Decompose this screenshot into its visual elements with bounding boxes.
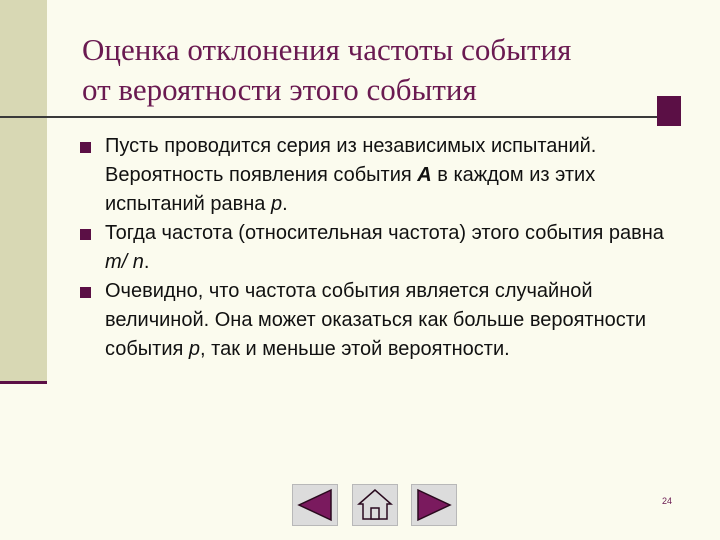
event-symbol: А	[417, 164, 432, 186]
slide-title	[82, 30, 662, 110]
bullet-2-text-2: .	[143, 251, 150, 273]
next-slide-button[interactable]	[411, 484, 457, 526]
triangle-right-icon	[412, 485, 456, 525]
bullet-1-text: Пусть проводится серия из независимых испытаний. Вероятность появления события	[105, 135, 597, 186]
square-bullet-icon	[80, 142, 91, 153]
bullet-3-text: Очевидно, что частота события является случайной величиной. Она может оказаться как больше вероятности события	[105, 280, 647, 360]
bullet-2-text: Тогда частота (относительная частота) этого события равна	[105, 222, 664, 244]
left-decor-bar	[0, 0, 47, 383]
previous-slide-button[interactable]	[292, 484, 338, 526]
title-underline	[0, 116, 680, 118]
bullet-1-text-2: в каждом из этих испытаний равна	[105, 164, 596, 215]
triangle-left-icon	[293, 485, 337, 525]
bullet-3-text-2: , так и меньше этой вероятности.	[200, 338, 510, 360]
bullet-item-2	[80, 219, 670, 277]
square-bullet-icon	[80, 287, 91, 298]
bullet-item-1	[80, 132, 670, 219]
frequency-formula: m/ n	[105, 251, 144, 273]
house-icon	[353, 485, 397, 525]
slide-title-line-1: Оценка отклонения частоты события	[82, 32, 572, 67]
left-decor-rule	[0, 381, 47, 384]
bullet-list	[80, 132, 670, 364]
slide-title-line-2: от вероятности этого события	[82, 72, 477, 107]
bullet-item-3	[80, 277, 670, 364]
page-number: 24	[662, 496, 673, 506]
square-bullet-icon	[80, 229, 91, 240]
probability-symbol: p	[270, 193, 283, 215]
bullet-1-text-3: .	[282, 193, 288, 215]
probability-symbol: p	[188, 338, 201, 360]
home-button[interactable]	[352, 484, 398, 526]
